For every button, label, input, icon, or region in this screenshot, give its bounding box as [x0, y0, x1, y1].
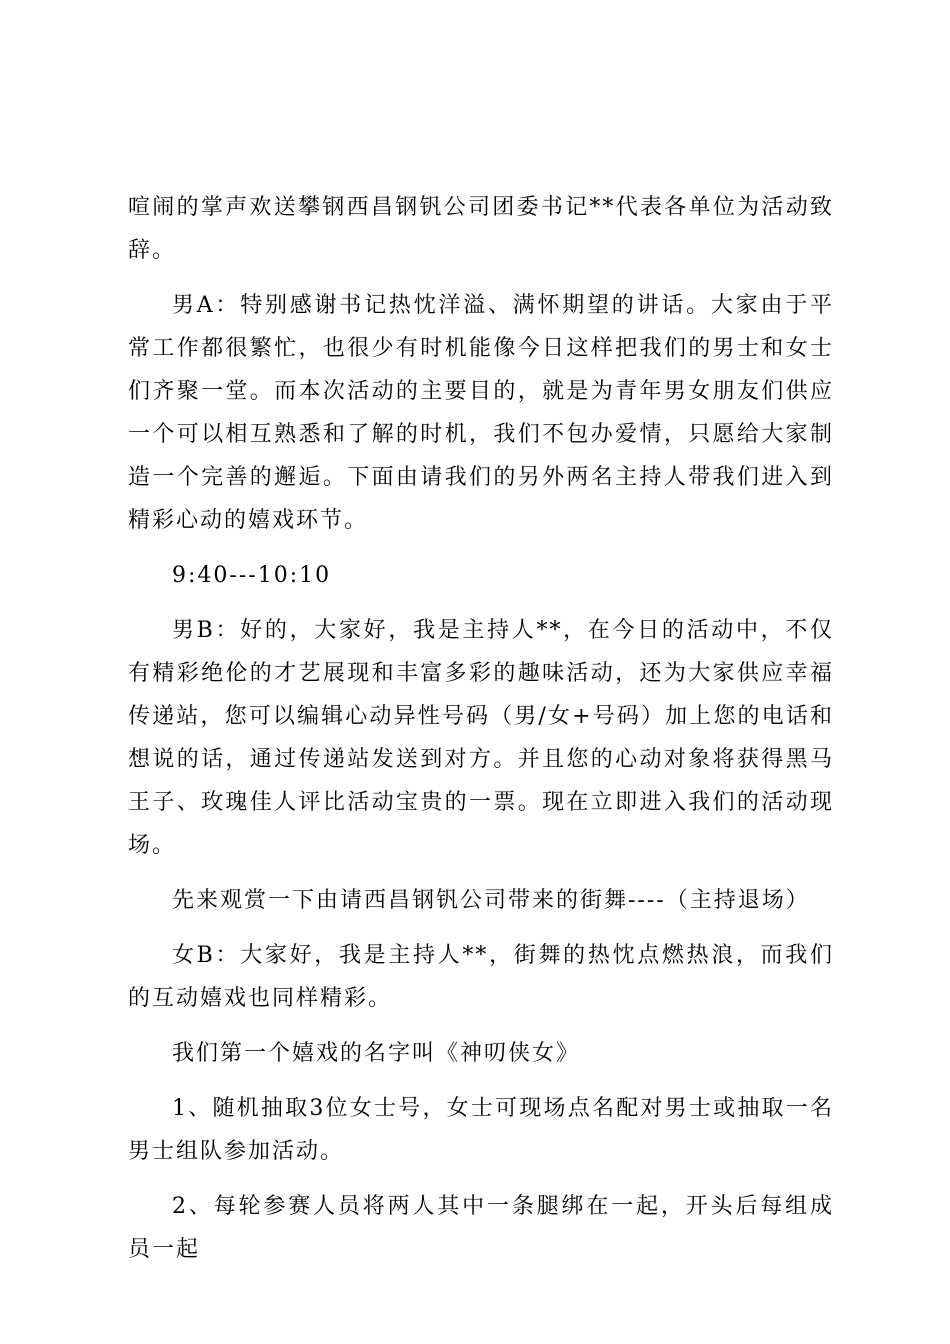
- paragraph-street-dance: 先来观赏一下由请西昌钢钒公司带来的街舞----（主持退场）: [172, 888, 810, 913]
- paragraph-game-title: 我们第一个嬉戏的名字叫《神叨侠女》: [172, 1041, 581, 1066]
- document-body: [128, 186, 834, 1283]
- paragraph-rule-2: 2、每轮参赛人员将两人其中一条腿绑在一起，开头后每组成员一起: [128, 1194, 834, 1262]
- paragraph-host-female-b: 女B：大家好，我是主持人**，街舞的热忱点燃热浪，而我们的互动嬉戏也同样精彩。: [128, 943, 834, 1011]
- paragraph-host-a-speech: 男A：特别感谢书记热忱洋溢、满怀期望的讲话。大家由于平常工作都很繁忙，也很少有时机能像今日这样把我们的男士和女士们齐聚一堂。而本次活动的主要目的，就是为青年男女朋友们供应一个可以相互熟悉和了解的时机，我们不包办爱情，只愿给大家制造一个完善的邂逅。下面由请我们的另外两名主持人带我们进入到精彩心动的嬉戏环节。: [128, 293, 834, 533]
- paragraph-rule-1: 1、随机抽取3位女士号，女士可现场点名配对男士或抽取一名男士组队参加活动。: [128, 1096, 834, 1164]
- paragraph-time-slot: 9:40---10:10: [172, 563, 332, 588]
- paragraph-host-b-speech: 男B：好的，大家好，我是主持人**，在今日的活动中，不仅有精彩绝伦的才艺展现和丰富多彩的趣味活动，还为大家供应幸福传递站，您可以编辑心动异性号码（男/女+号码）加上您的电话和想说的话，通过传递站发送到对方。并且您的心动对象将获得黑马王子、玫瑰佳人评比活动宝贵的一票。现在立即进入我们的活动现场。: [128, 618, 834, 858]
- paragraph-closing-applause: 喧闹的掌声欢送攀钢西昌钢钒公司团委书记**代表各单位为活动致辞。: [128, 195, 834, 263]
